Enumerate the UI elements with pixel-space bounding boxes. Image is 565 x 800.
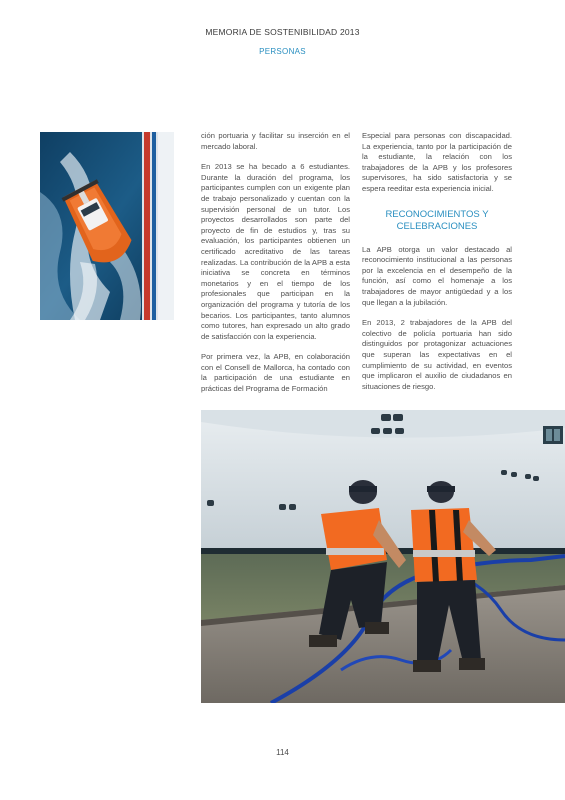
paragraph: En 2013 se ha becado a 6 estudiantes. Durante la duración del programa, los participantes cumplen con un exigente plan de trabajo personalizado y cuentan con la supervisión personal de un tutor. Los proyectos desarrollados son parte del proyecto de fin de estudios y, tras su evaluación, los participantes obtienen un certificado acreditativo de las tareas realizadas. La contribución de la APB a esta iniciativa se concreta en términos monetarios y en el tiempo de los profesionales que participan en la organización del programa y tutoría de los becarios. Los participantes, tanto alumnos como tutores, han expresado un alto grado de satisfacción con la experiencia. [201, 162, 350, 341]
subheading: RECONOCIMIENTOS Y CELEBRACIONES [385, 208, 489, 232]
paragraph: ción portuaria y facilitar su inserción en el mercado laboral. [201, 131, 350, 151]
paragraph: Por primera vez, la APB, en colaboración con el Consell de Mallorca, ha contado con la participación de una estudiante en prácticas del Programa de Formación [201, 352, 350, 394]
page-number: 114 [276, 748, 289, 757]
paragraph: La APB otorga un valor destacado al reconocimiento institucional a las personas por la excelencia en el desempeño de la función, así como el homenaje a los trabajadores de mayor antigüedad y a los que llegan a la jubilación. [362, 244, 512, 307]
pilot-boat-illustration [40, 132, 174, 320]
section-title: PERSONAS [259, 47, 306, 56]
pilot-boat-photo [40, 132, 174, 320]
mooring-workers-illustration [201, 410, 565, 703]
mooring-workers-photo [201, 410, 565, 703]
document-title: MEMORIA DE SOSTENIBILIDAD 2013 [205, 27, 360, 37]
text-column-left [201, 131, 350, 405]
paragraph: En 2013, 2 trabajadores de la APB del colectivo de policía portuaria han sido distinguidos por protagonizar actuaciones que superan las expectativas en el cumplimiento de su actividad, en eventos que implicaron el auxilio de ciudadanos en situaciones de riesgo. [362, 318, 512, 391]
paragraph: Especial para personas con discapacidad. La experiencia, tanto por la participación de la estudiante, la relación con los trabajadores de la APB y los profesores supervisores, ha sido satisfactoria y se espera reeditar esta experiencia inicial. [362, 131, 512, 193]
text-column-right [362, 131, 512, 402]
